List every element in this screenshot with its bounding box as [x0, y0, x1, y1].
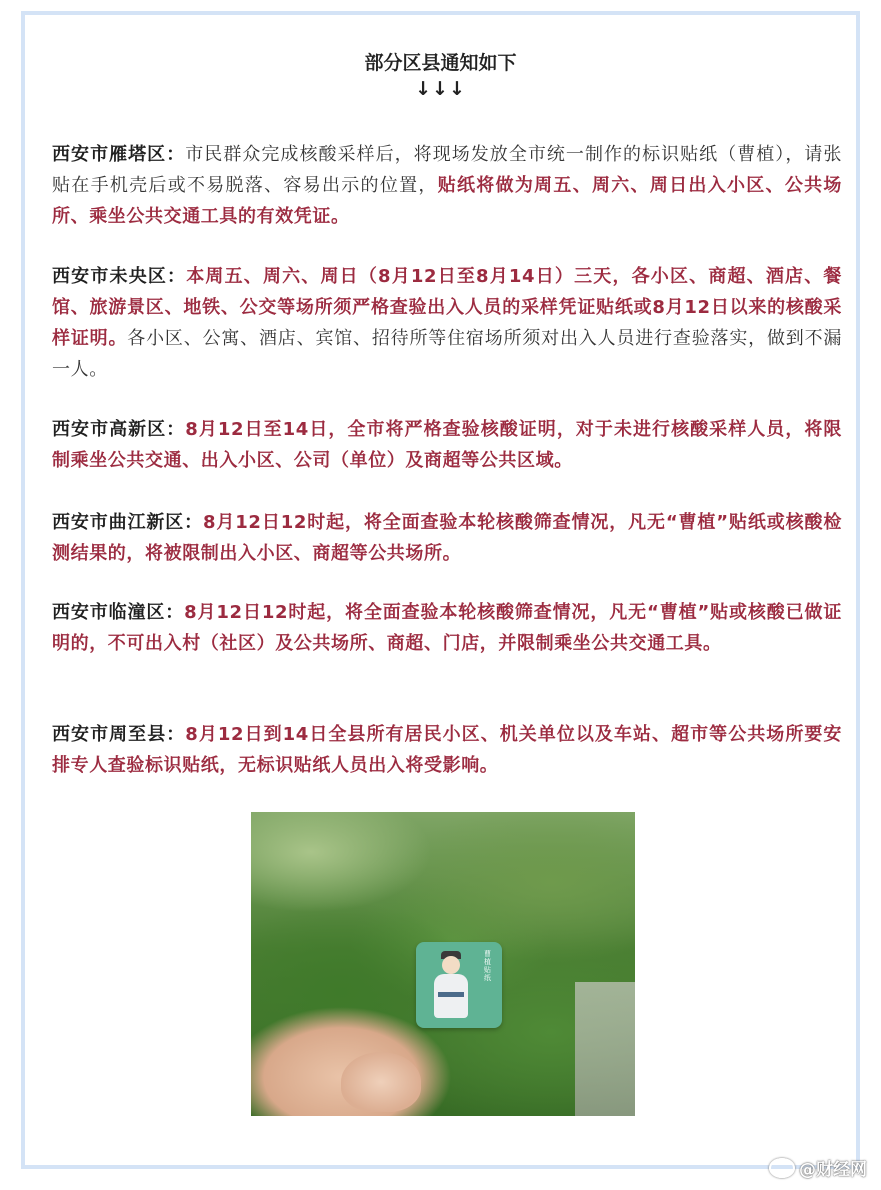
watermark [769, 1155, 867, 1180]
figure-belt [438, 992, 464, 997]
district-name: 西安市临潼区： [52, 602, 185, 623]
sticker-text: 曹植贴纸 [484, 950, 491, 982]
notice-highlight: 贴纸将做为周五、周六、周日出入小区、公共场所、乘坐公共交通工具的有效凭证。 [52, 175, 842, 227]
notice-highlight: 8月12日12时起，将全面查验本轮核酸筛查情况，凡无“曹植”贴或核酸已做证明的，不可出入村（社区）及公共场所、商超、门店，并限制乘坐公共交通工具。 [52, 602, 843, 654]
notice-highlight: 8月12日到14日全县所有居民小区、机关单位以及车站、超市等公共场所要安排专人查验标识贴纸，无标识贴纸人员出入将受影响。 [52, 724, 843, 776]
photo-path [575, 982, 635, 1116]
section-weiyang [52, 261, 842, 385]
notice-text: 市民群众完成核酸采样后，将现场发放全市统一制作的标识贴纸（曹植），请张贴在手机壳后或不易脱落、容易出示的位置， [52, 144, 843, 196]
section-qujiang [52, 507, 842, 569]
notice-highlight: 8月12日12时起，将全面查验本轮核酸筛查情况，凡无“曹植”贴纸或核酸检测结果的，将被限制出入小区、商超等公共场所。 [52, 512, 842, 564]
section-gaoxin [52, 414, 842, 476]
district-name: 西安市高新区： [52, 419, 186, 440]
district-name: 西安市未央区： [52, 266, 187, 287]
notice-text: 各小区、公寓、酒店、宾馆、招待所等住宿场所须对出入人员进行查验落实，做到不漏一人。 [52, 328, 842, 380]
figure-head [442, 956, 460, 974]
caozhi-sticker [416, 942, 502, 1028]
sticker-photo [251, 812, 635, 1116]
weibo-icon [769, 1158, 795, 1178]
district-name: 西安市周至县： [52, 724, 186, 745]
notice-highlight: 8月12日至14日，全市将严格查验核酸证明，对于未进行核酸采样人员，将限制乘坐公共交通、出入小区、公司（单位）及商超等公共区域。 [52, 419, 843, 471]
district-name: 西安市雁塔区： [52, 144, 186, 165]
photo-thumb [341, 1052, 421, 1112]
watermark-text: @财经网 [799, 1160, 867, 1180]
district-name: 西安市曲江新区： [52, 512, 204, 533]
down-arrows: ↓↓↓ [415, 78, 466, 100]
page-title: 部分区县通知如下 [364, 52, 517, 74]
notice-highlight: 本周五、周六、周日（8月12日至8月14日）三天，各小区、商超、酒店、餐馆、旅游景区、地铁、公交等场所须严格查验出入人员的采样凭证贴纸或8月12日以来的核酸采样证明。 [52, 266, 842, 349]
section-lintong [52, 597, 842, 659]
section-yanta [52, 139, 842, 232]
section-zhouzhi [52, 719, 842, 781]
